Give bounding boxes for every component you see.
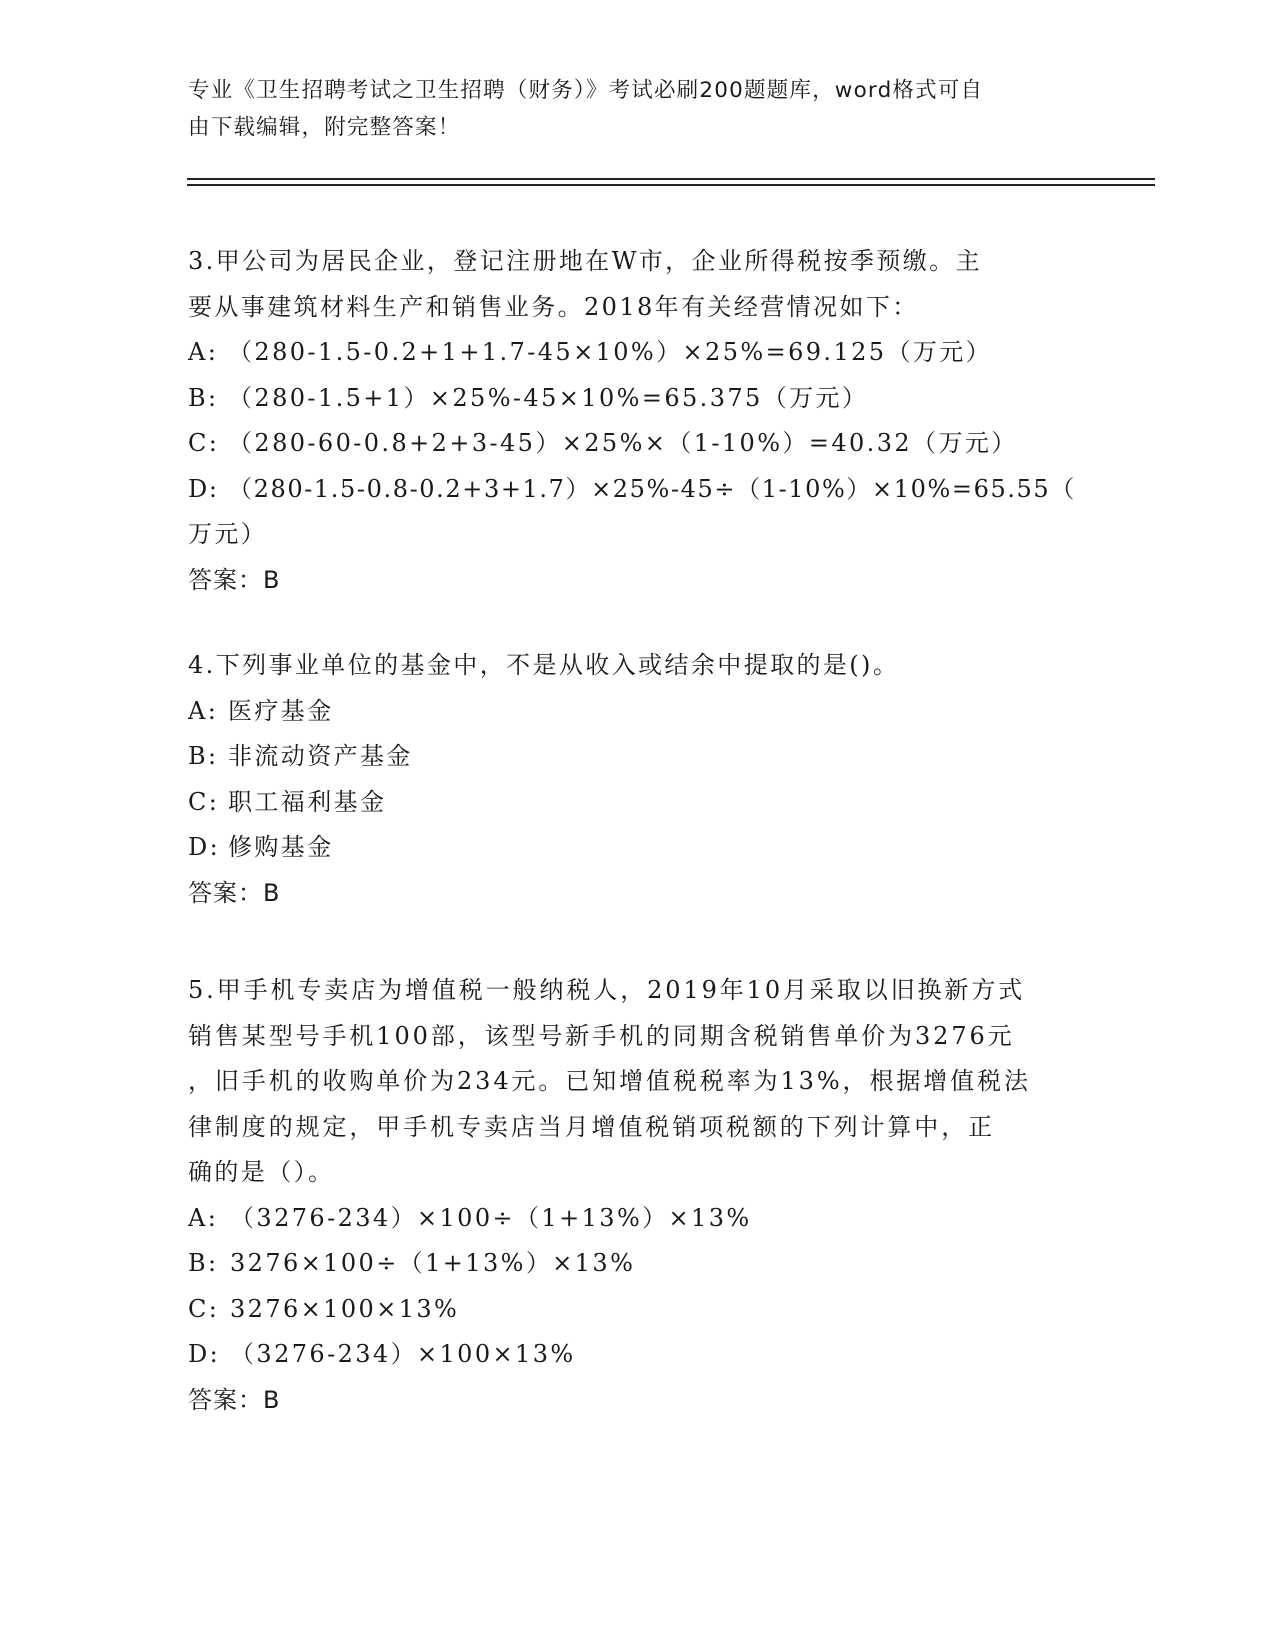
option-text: （280-1.5-0.8-0.2+3+1.7）×25%-45÷（1-10%）×10%=65.55（	[228, 474, 1076, 503]
answer-line: 答案：B	[188, 878, 281, 907]
option-c	[188, 421, 1088, 467]
question-4	[188, 643, 1088, 916]
option-text: （280-60-0.8+2+3-45）×25%×（1-10%）=40.32（万元）	[228, 429, 1018, 457]
option-label: D:	[188, 1340, 221, 1368]
option-a	[188, 689, 1088, 735]
option-c	[188, 1287, 1088, 1333]
option-d	[188, 467, 1088, 513]
question-stem-line: 要从事建筑材料生产和销售业务。2018年有关经营情况如下：	[188, 292, 919, 321]
option-text: 医疗基金	[228, 696, 334, 725]
option-c	[188, 780, 1088, 826]
option-label: A:	[188, 1203, 219, 1232]
question-stem-line: 3.甲公司为居民企业，登记注册地在W市，企业所得税按季预缴。主	[188, 247, 982, 275]
question-stem-line: ，旧手机的收购单价为234元。已知增值税税率为13%，根据增值税法	[188, 1067, 1031, 1095]
header-divider-bottom	[187, 184, 1155, 186]
option-b	[188, 376, 1088, 422]
option-d-continuation: 万元）	[188, 520, 268, 548]
question-3	[188, 239, 1088, 603]
question-stem-line: 确的是（）。	[188, 1158, 335, 1186]
header-title-line-2: 由下载编辑，附完整答案！	[188, 115, 461, 140]
option-label: B:	[188, 1249, 219, 1277]
option-d	[188, 825, 1088, 871]
option-label: C:	[188, 787, 220, 816]
option-text: 3276×100÷（1+13%）×13%	[230, 1249, 636, 1277]
question-5	[188, 968, 1088, 1423]
option-text: （280-1.5-0.2+1+1.7-45×10%）×25%=69.125（万元）	[228, 338, 993, 366]
answer-line: 答案：B	[188, 565, 281, 594]
option-label: D:	[188, 833, 221, 861]
option-text: 修购基金	[228, 833, 334, 861]
option-text: （3276-234）×100÷（1+13%）×13%	[230, 1203, 752, 1232]
question-stem-line: 销售某型号手机100部，该型号新手机的同期含税销售单价为3276元	[188, 1021, 1015, 1050]
option-text: 职工福利基金	[228, 787, 387, 816]
option-text: 3276×100×13%	[230, 1294, 460, 1323]
option-text: （280-1.5+1）×25%-45×10%=65.375（万元）	[228, 383, 869, 412]
option-label: B:	[188, 383, 219, 412]
option-d	[188, 1332, 1088, 1378]
header-divider-top	[187, 178, 1155, 180]
option-label: A:	[188, 338, 219, 366]
option-text: 非流动资产基金	[228, 742, 413, 770]
option-label: C:	[188, 1294, 220, 1323]
option-label: A:	[188, 696, 219, 725]
option-label: B:	[188, 742, 219, 770]
option-label: C:	[188, 429, 220, 457]
answer-line: 答案：B	[188, 1385, 281, 1414]
question-stem-line: 4.下列事业单位的基金中，不是从收入或结余中提取的是()。	[188, 651, 900, 679]
option-a	[188, 1196, 1088, 1242]
document-header	[188, 72, 1088, 146]
question-stem-line: 律制度的规定，甲手机专卖店当月增值税销项税额的下列计算中，正	[188, 1112, 995, 1141]
header-title-line-1: 专业《卫生招聘考试之卫生招聘（财务）》考试必刷200题题库，word格式可自	[188, 78, 984, 103]
option-b	[188, 734, 1088, 780]
option-text: （3276-234）×100×13%	[230, 1340, 576, 1368]
option-label: D:	[188, 474, 219, 503]
option-a	[188, 330, 1088, 376]
question-stem-line: 5.甲手机专卖店为增值税一般纳税人，2019年10月采取以旧换新方式	[188, 976, 1026, 1004]
option-b	[188, 1241, 1088, 1287]
